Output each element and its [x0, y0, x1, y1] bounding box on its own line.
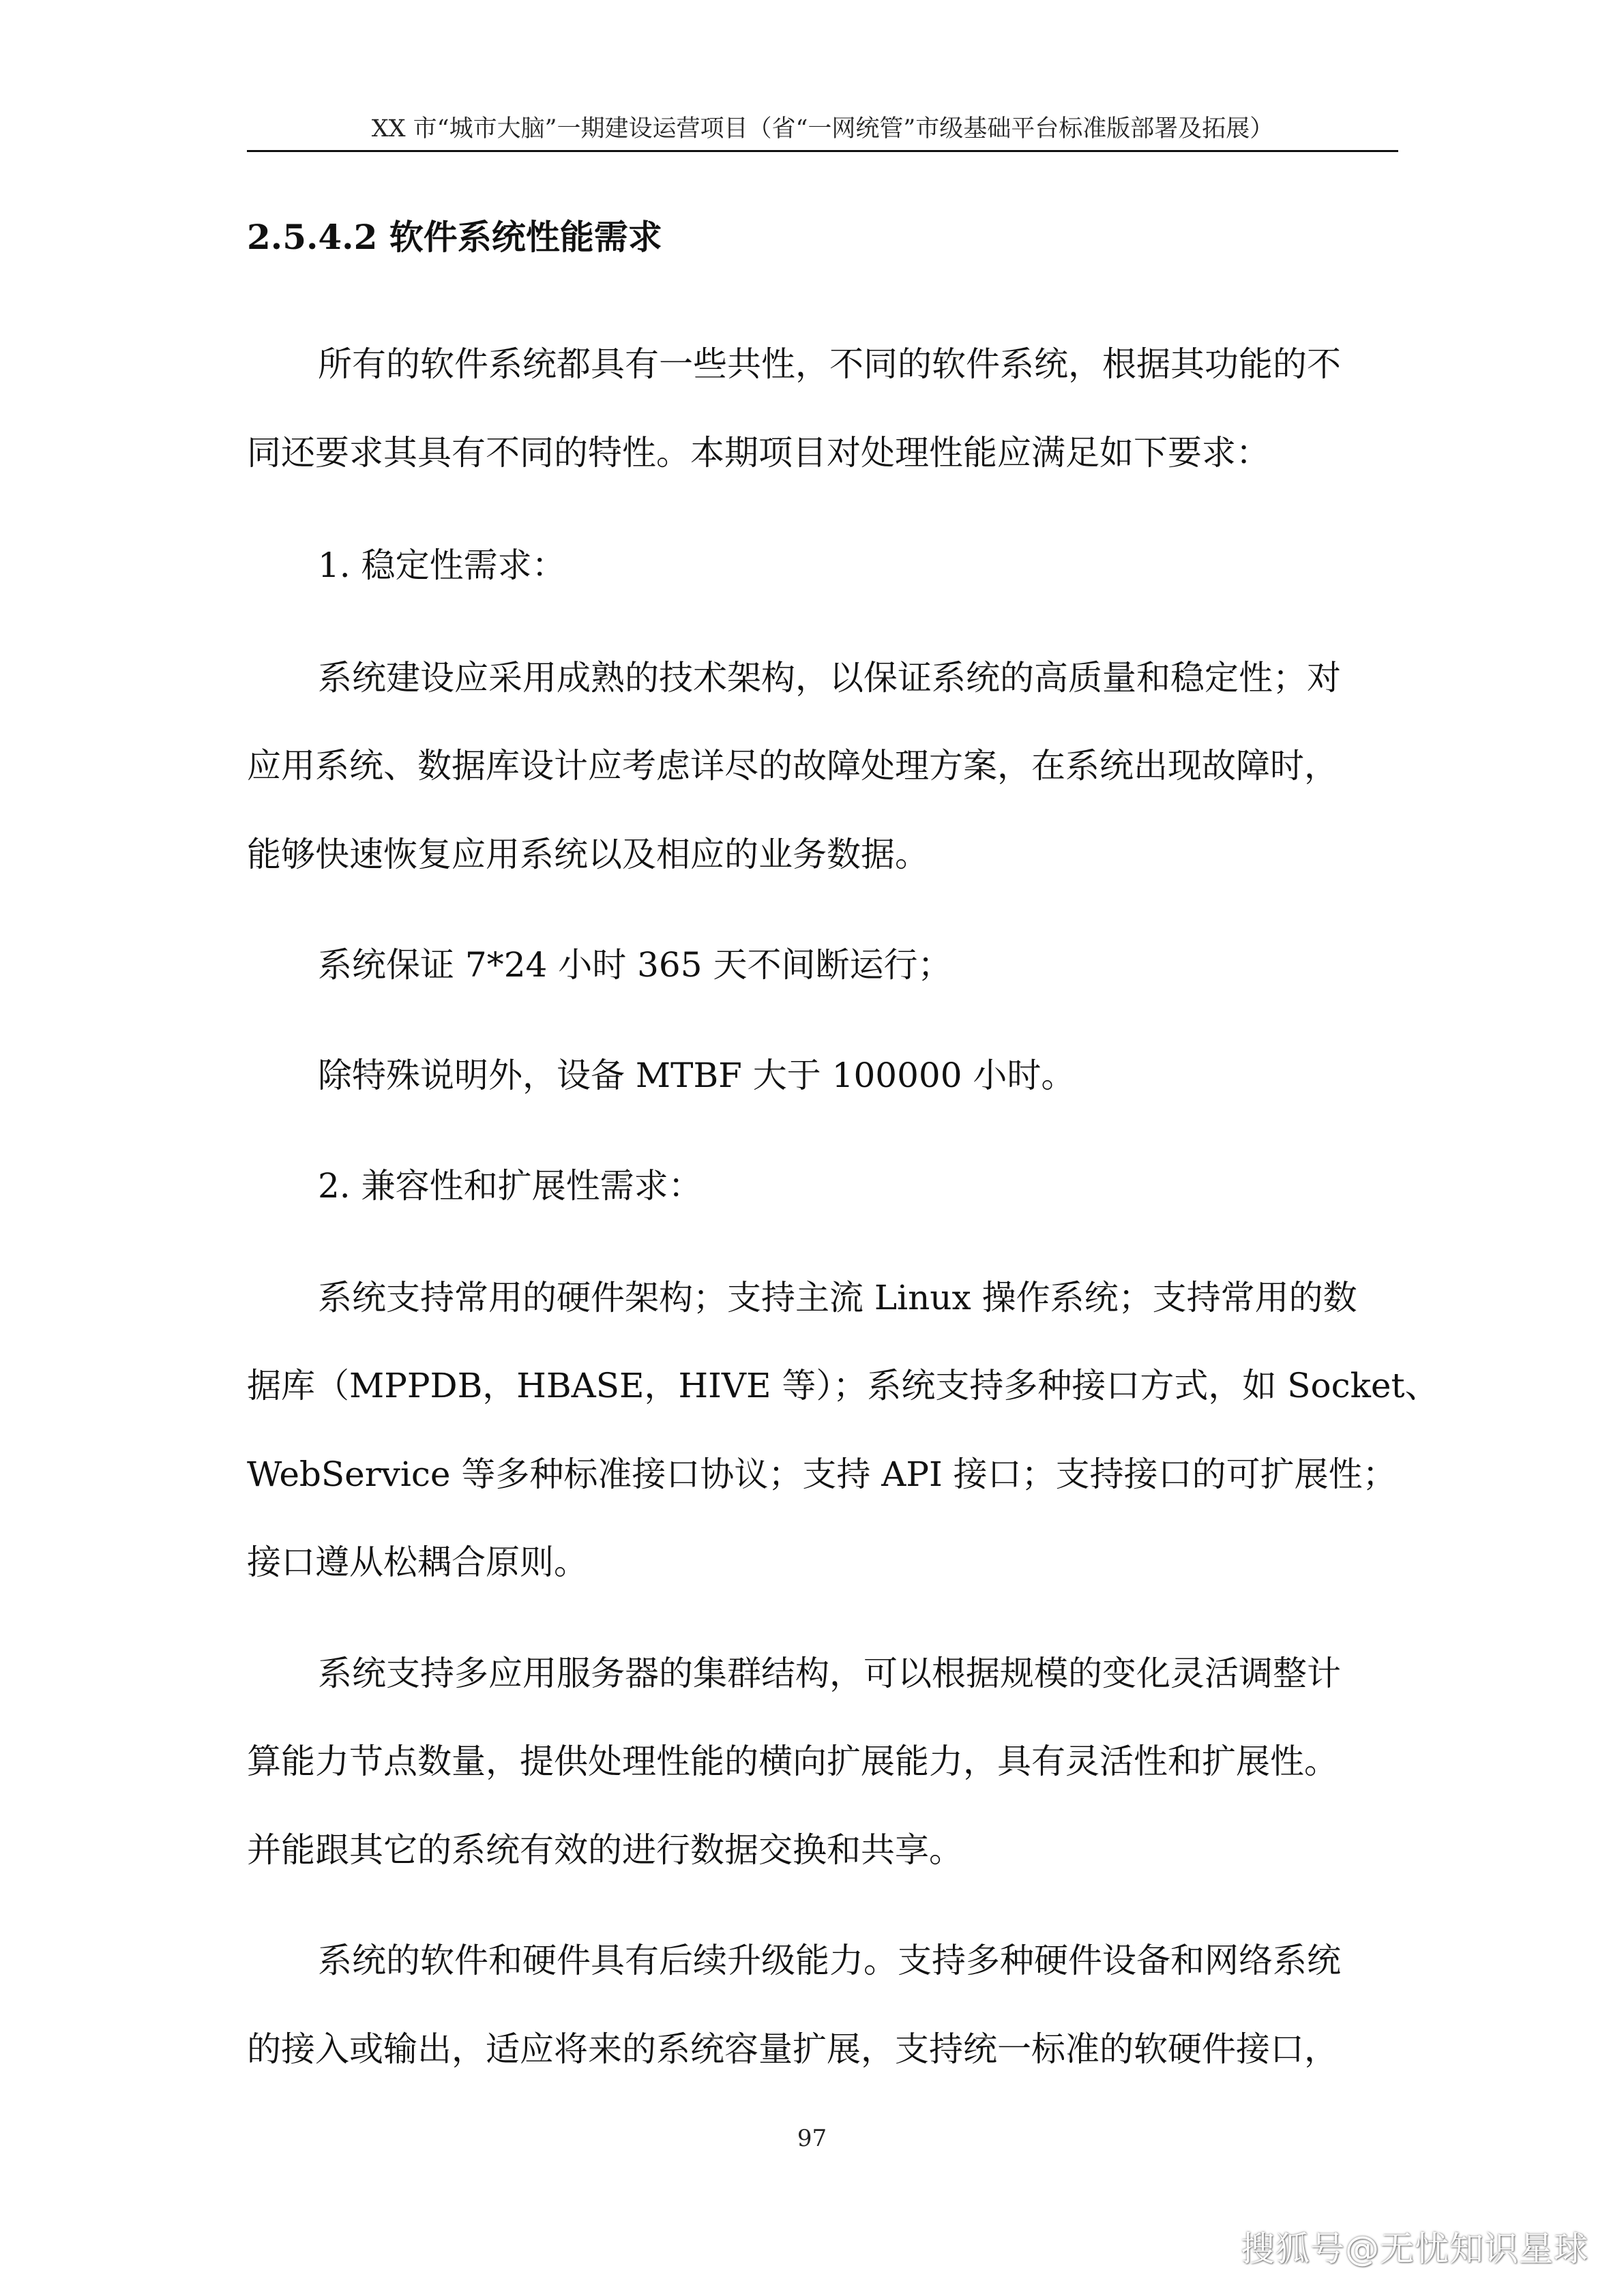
paragraph-line: WebService 等多种标准接口协议；支持 API 接口；支持接口的可扩展性；: [247, 1455, 1397, 1494]
paragraph-line: 据库（MPPDB，HBASE，HIVE 等）；系统支持多种接口方式，如 Socket、: [247, 1366, 1439, 1405]
watermark: 搜狐号@无忧知识星球: [1241, 2229, 1589, 2269]
paragraph-line: 算能力节点数量，提供处理性能的横向扩展能力，具有灵活性和扩展性。: [247, 1742, 1338, 1781]
paragraph-line: 系统的软件和硬件具有后续升级能力。支持多种硬件设备和网络系统: [318, 1941, 1341, 1980]
paragraph-line: 并能跟其它的系统有效的进行数据交换和共享。: [247, 1830, 963, 1870]
paragraph-line: 系统支持多应用服务器的集群结构，可以根据规模的变化灵活调整计: [318, 1654, 1341, 1693]
paragraph-line: 应用系统、数据库设计应考虑详尽的故障处理方案，在系统出现故障时，: [247, 746, 1338, 786]
section-heading: 2.5.4.2 软件系统性能需求: [247, 217, 662, 257]
paragraph-line: 所有的软件系统都具有一些共性，不同的软件系统，根据其功能的不: [318, 344, 1341, 384]
paragraph-line: 系统建设应采用成熟的技术架构，以保证系统的高质量和稳定性；对: [318, 658, 1341, 698]
list-heading-compatibility: 2. 兼容性和扩展性需求：: [318, 1166, 703, 1206]
paragraph-line: 系统支持常用的硬件架构；支持主流 Linux 操作系统；支持常用的数: [318, 1278, 1357, 1317]
paragraph-line: 能够快速恢复应用系统以及相应的业务数据。: [247, 835, 929, 874]
paragraph-line: 接口遵从松耦合原则。: [247, 1542, 588, 1582]
page-header-title: XX 市“城市大脑”一期建设运营项目（省“一网统管”市级基础平台标准版部署及拓展）: [371, 115, 1274, 143]
page-number: 97: [797, 2125, 827, 2152]
list-heading-stability: 1. 稳定性需求：: [318, 546, 566, 585]
header-divider: [247, 150, 1398, 152]
paragraph-line: 同还要求其具有不同的特性。本期项目对处理性能应满足如下要求：: [247, 433, 1270, 473]
paragraph-line: 除特殊说明外，设备 MTBF 大于 100000 小时。: [318, 1056, 1076, 1095]
paragraph-line: 的接入或输出，适应将来的系统容量扩展，支持统一标准的软硬件接口，: [247, 2029, 1338, 2069]
paragraph-line: 系统保证 7*24 小时 365 天不间断运行；: [318, 945, 952, 985]
